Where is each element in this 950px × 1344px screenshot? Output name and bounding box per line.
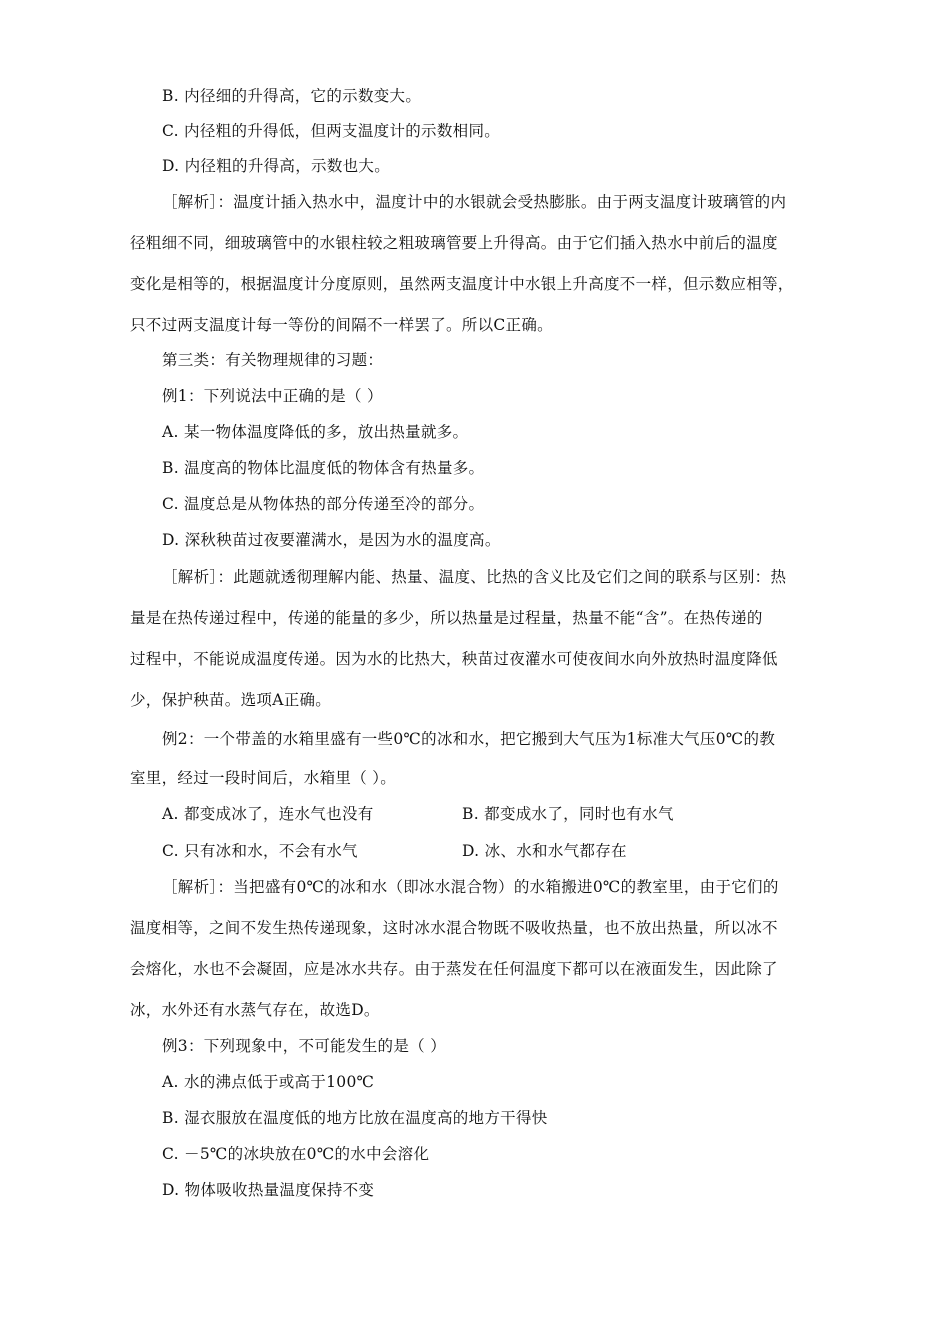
option-c: C. －5℃的冰块放在0℃的水中会溶化 xyxy=(162,1145,430,1163)
question-1: 例1：下列说法中正确的是（ ） xyxy=(162,387,383,405)
option-c: C. 内径粗的升得低，但两支温度计的示数相同。 xyxy=(162,122,501,140)
analysis-line: 温度相等，之间不发生热传递现象，这时冰水混合物既不吸收热量，也不放出热量，所以冰不 xyxy=(130,919,778,937)
analysis-line: ［解析］：当把盛有0℃的冰和水（即冰水混合物）的水箱搬进0℃的教室里，由于它们的 xyxy=(162,878,779,896)
question-3: 例3：下列现象中，不可能发生的是（ ） xyxy=(162,1037,446,1055)
option-c: C. 温度总是从物体热的部分传递至冷的部分。 xyxy=(162,495,485,513)
option-c: C. 只有冰和水，不会有水气 xyxy=(162,842,358,860)
analysis-line: 会熔化，水也不会凝固，应是冰水共存。由于蒸发在任何温度下都可以在液面发生，因此除了 xyxy=(130,960,778,978)
analysis-line: 量是在热传递过程中，传递的能量的多少，所以热量是过程量，热量不能“含”。在热传递的 xyxy=(130,609,763,627)
option-d: D. 物体吸收热量温度保持不变 xyxy=(162,1181,375,1199)
option-a: A. 都变成冰了，连水气也没有 xyxy=(162,805,374,823)
option-d: D. 冰、水和水气都存在 xyxy=(462,842,627,860)
analysis-line: 冰，水外还有水蒸气存在，故选D。 xyxy=(130,1001,380,1019)
option-b: B. 都变成水了，同时也有水气 xyxy=(462,805,674,823)
option-a: A. 水的沸点低于或高于100℃ xyxy=(162,1073,375,1091)
option-a: A. 某一物体温度降低的多，放出热量就多。 xyxy=(162,423,469,441)
analysis-line: 只不过两支温度计每一等份的间隔不一样罢了。所以C正确。 xyxy=(130,316,553,334)
question-2-cont: 室里，经过一段时间后，水箱里（ ）。 xyxy=(130,769,397,787)
analysis-line: ［解析］：温度计插入热水中，温度计中的水银就会受热膨胀。由于两支温度计玻璃管的内 xyxy=(162,193,787,211)
option-d: D. 深秋秧苗过夜要灌满水，是因为水的温度高。 xyxy=(162,531,501,549)
analysis-line: 过程中，不能说成温度传递。因为水的比热大，秧苗过夜灌水可使夜间水向外放热时温度降低 xyxy=(130,650,778,668)
analysis-line: 少，保护秧苗。选项A正确。 xyxy=(130,691,332,709)
option-b: B. 内径细的升得高，它的示数变大。 xyxy=(162,87,422,105)
analysis-line: 变化是相等的，根据温度计分度原则，虽然两支温度计中水银上升高度不一样，但示数应相等， xyxy=(130,275,794,293)
analysis-line: ［解析］：此题就透彻理解内能、热量、温度、比热的含义比及它们之间的联系与区别：热 xyxy=(162,568,787,586)
section-heading: 第三类：有关物理规律的习题： xyxy=(162,351,384,369)
option-d: D. 内径粗的升得高，示数也大。 xyxy=(162,157,391,175)
analysis-line: 径粗细不同，细玻璃管中的水银柱较之粗玻璃管要上升得高。由于它们插入热水中前后的温度 xyxy=(130,234,778,252)
option-b: B. 湿衣服放在温度低的地方比放在温度高的地方干得快 xyxy=(162,1109,548,1127)
option-b: B. 温度高的物体比温度低的物体含有热量多。 xyxy=(162,459,485,477)
question-2: 例2：一个带盖的水箱里盛有一些0℃的冰和水，把它搬到大气压为1标准大气压0℃的教 xyxy=(162,730,776,748)
